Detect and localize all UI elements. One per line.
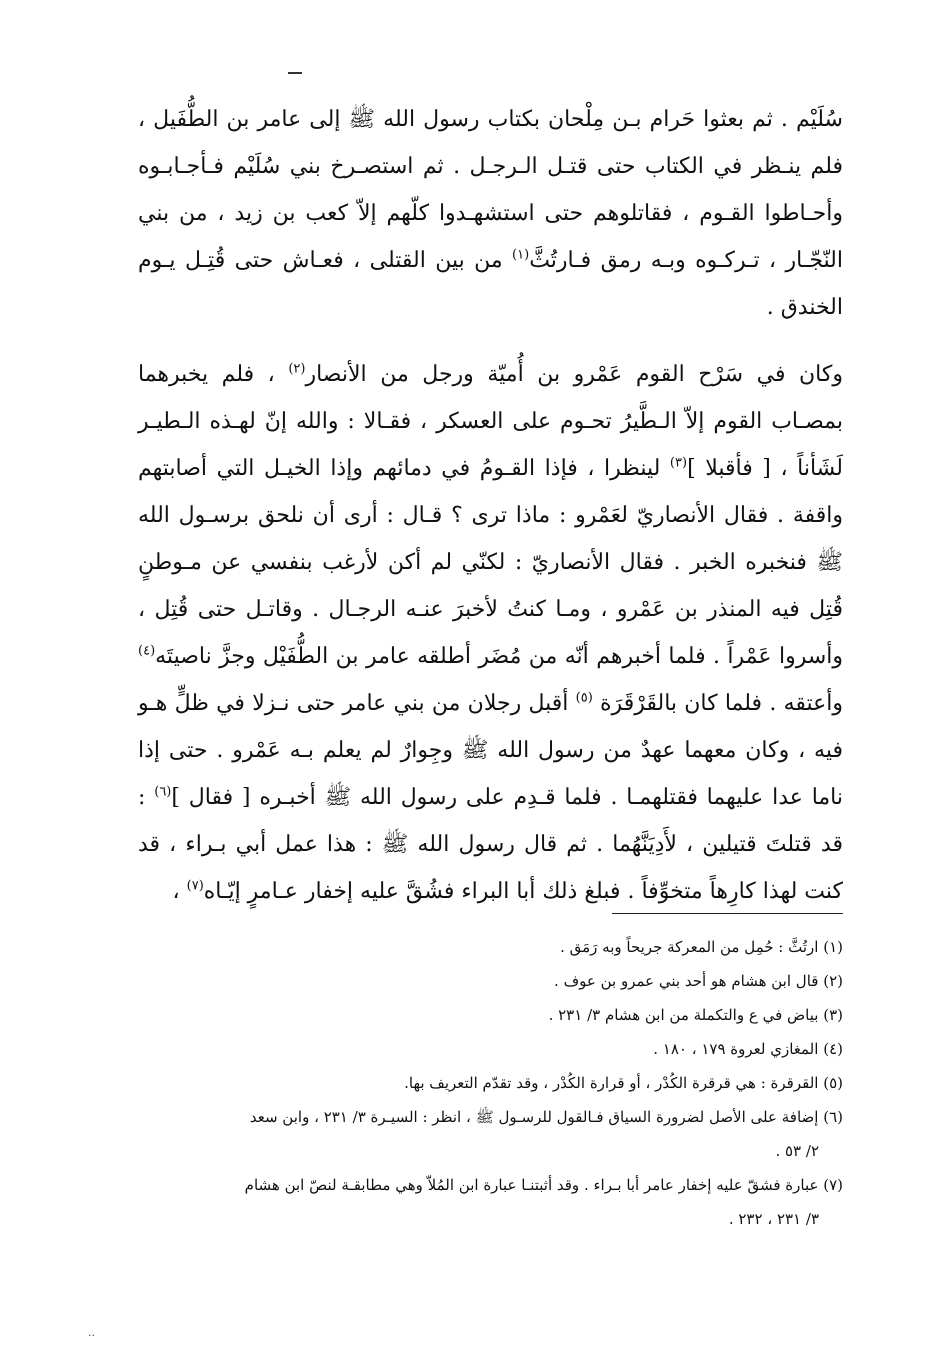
footnotes	[138, 930, 843, 1236]
top-mark	[288, 72, 302, 74]
footnote: (٧) عبارة فشقّ عليه إخفار عامر أبا بـراء . وقد أثبتنـا عبارة ابن المُلاّ وهي مطابقـة لنصّ ابن هشام ٣/ ٢٣١ ، ٢٣٢ .	[138, 1168, 843, 1236]
footnote: (١) ارتُثَّ : حُمِل من المعركة جريحاً وبه رَمَق .	[560, 938, 843, 956]
footnote: (٣) بياض في ع والتكملة من ابن هشام ٣/ ٢٣١ .	[548, 1006, 843, 1024]
footnote-ref: (٣)	[669, 455, 688, 471]
footnote-ref: (٥)	[575, 690, 593, 706]
footnote-ref: (٧)	[186, 878, 204, 894]
footnote-ref: (٢)	[288, 361, 306, 377]
footnote: (٥) القرقرة : هي قرقرة الكُدْر ، أو قرارة الكُدْر ، وقد تقدّم التعريف بها.	[404, 1074, 843, 1092]
paragraph: سُلَيْم . ثم بعثوا حَرام بـن مِلْحان بكتاب رسول الله ﷺ إلى عامر بن الطُّفَيل ، فلم ينـظر في الكتاب حتى قتـل الـرجـل . ثم استصـرخ بني سُلَيْم فـأجـابـوه وأحـاطوا القـوم ، فقاتلوهم حتى استشهـدوا كلّهم إلاّ كعب بن زيد ، من بني النّجّـار ، تـركـوه وبـه رمق فـارتُثَّ$^{(١)}$ من بين القتلى ، فعـاش حتى قُتِـل يـوم الخندق .	[138, 107, 843, 320]
footnote-ref: (٦)	[154, 784, 172, 800]
main-text	[138, 96, 843, 915]
footnote-ref: (١)	[512, 247, 530, 263]
footnote-separator	[612, 913, 843, 914]
page-marker: ..	[88, 1326, 95, 1339]
footnote: (٦) إضافة على الأصل لضرورة السياق فـالقول للرسـول ﷺ ، انظر : السيـرة ٣/ ٢٣١ ، وابن سعد ٢/ ٥٣ .	[138, 1100, 843, 1168]
paragraph: وكان في سَرْح القوم عَمْرو بن أُميّة ورجل من الأنصار$^{(٢)}$ ، فلم يخبرهما بمصـاب القوم إلاّ الـطَّيرُ تحـوم على العسكر ، فقـالا : والله إنّ لهـذه الـطيـر لَشَأناً ، [ فأقبلا ]$^{(٣)}$ لينظرا ، فإذا القـومُ في دمائهم وإذا الخيـل التي أصابتهم واقفة . فقال الأنصاريّ لعَمْرو : ماذا ترى ؟ قـال : أرى أن نلحق برسـول الله ﷺ فنخبره الخبر . فقال الأنصاريّ : لكنّي لم أكن لأرغب بنفسي عن مـوطنٍ قُتِل فيه المنذر بن عَمْرو ، ومـا كنتُ لأخبرَ عنـه الرجـال . وقاتـل حتى قُتِل ، وأسروا عَمْراً . فلما أخبرهم أنّه من مُضَر أطلقه عامر بن الطُّفَيْل وجزَّ ناصيتَه$^{(٤)}$ وأعتقه . فلما كان بالقَرْقَرَة $^{(٥)}$ أقبل رجلان من بني عامر حتى نـزلا في ظلٍّ هـو فيه ، وكان معهما عهدٌ من رسول الله ﷺ وجِوارٌ لم يعلم بـه عَمْرو . حتى إذا ناما عدا عليهما فقتلهمـا . فلما قـدِم على رسول الله ﷺ أخبـره [ فقال ]$^{(٦)}$ : قد قتلتَ قتيلين ، لأَدِيَنَّهُما . ثم قال رسول الله ﷺ : هذا عمل أبي بـراء ، قد كنت لهذا كارِهاً متخوِّفاً . فبلغ ذلك أبا البراء فشُقَّ عليه إخفار عـامرٍ إيّـاه$^{(٧)}$ ،	[138, 361, 844, 904]
footnote-continuation: ٣/ ٢٣١ ، ٢٣٢ .	[728, 1210, 819, 1228]
footnote-ref: (٤)	[138, 643, 156, 659]
footnote: (٤) المغازي لعروة ١٧٩ ، ١٨٠ .	[653, 1040, 843, 1058]
footnote-continuation: ٢/ ٥٣ .	[775, 1142, 819, 1160]
footnote: (٢) قال ابن هشام هو أحد بني عمرو بن عوف .	[554, 972, 843, 990]
